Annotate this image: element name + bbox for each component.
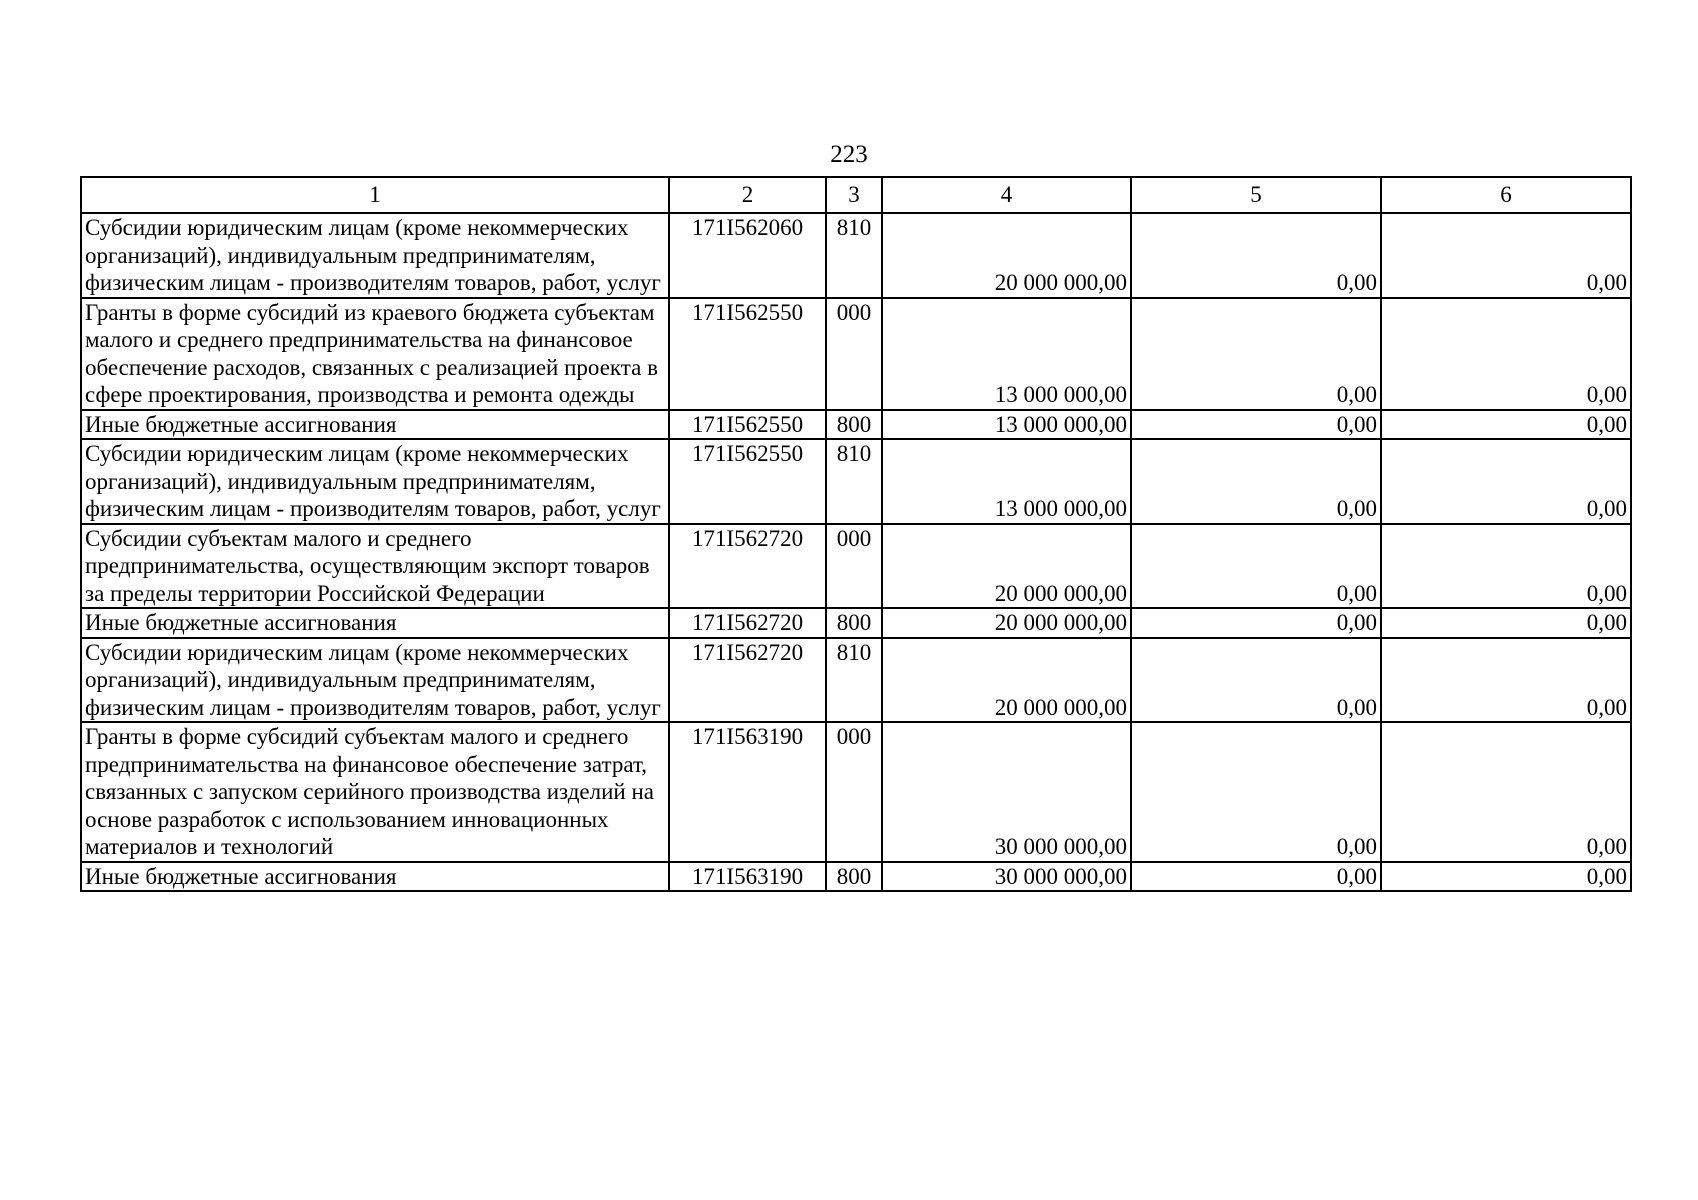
column-header-6: 6 — [1381, 177, 1631, 213]
column-header-4: 4 — [882, 177, 1131, 213]
table-row — [81, 638, 1631, 723]
row-amount-col6: 0,00 — [1381, 213, 1631, 298]
row-amount-col4: 20 000 000,00 — [882, 638, 1131, 723]
row-description: Иные бюджетные ассигнования — [81, 410, 669, 440]
row-description: Субсидии юридическим лицам (кроме некоммерческих организаций), индивидуальным предпринимателям, физическим лицам - производителям товаров, работ, услуг — [81, 638, 669, 723]
row-target-code: 171I562550 — [669, 410, 826, 440]
row-expense-type: 800 — [826, 862, 882, 892]
column-header-2: 2 — [669, 177, 826, 213]
row-amount-col6: 0,00 — [1381, 608, 1631, 638]
row-amount-col4: 30 000 000,00 — [882, 862, 1131, 892]
column-header-1: 1 — [81, 177, 669, 213]
row-amount-col4: 20 000 000,00 — [882, 608, 1131, 638]
row-description: Иные бюджетные ассигнования — [81, 608, 669, 638]
row-amount-col5: 0,00 — [1131, 298, 1381, 410]
row-amount-col4: 13 000 000,00 — [882, 298, 1131, 410]
page-number: 223 — [830, 141, 868, 168]
row-target-code: 171I562060 — [669, 213, 826, 298]
table-row — [81, 524, 1631, 609]
row-amount-col4: 13 000 000,00 — [882, 410, 1131, 440]
row-description: Субсидии юридическим лицам (кроме некоммерческих организаций), индивидуальным предпринимателям, физическим лицам - производителям товаров, работ, услуг — [81, 213, 669, 298]
table-row — [81, 608, 1631, 638]
row-amount-col4: 20 000 000,00 — [882, 213, 1131, 298]
row-target-code: 171I562720 — [669, 638, 826, 723]
table-row — [81, 439, 1631, 524]
row-amount-col5: 0,00 — [1131, 862, 1381, 892]
budget-table — [80, 176, 1632, 892]
row-amount-col5: 0,00 — [1131, 608, 1381, 638]
row-target-code: 171I563190 — [669, 862, 826, 892]
table-row — [81, 722, 1631, 862]
row-expense-type: 000 — [826, 298, 882, 410]
row-amount-col6: 0,00 — [1381, 524, 1631, 609]
row-amount-col4: 20 000 000,00 — [882, 524, 1131, 609]
row-expense-type: 810 — [826, 439, 882, 524]
row-amount-col5: 0,00 — [1131, 722, 1381, 862]
column-header-3: 3 — [826, 177, 882, 213]
row-amount-col5: 0,00 — [1131, 638, 1381, 723]
row-expense-type: 800 — [826, 608, 882, 638]
row-description: Субсидии субъектам малого и среднего предпринимательства, осуществляющим экспорт товаров за пределы территории Российской Федерации — [81, 524, 669, 609]
row-expense-type: 810 — [826, 638, 882, 723]
row-amount-col5: 0,00 — [1131, 213, 1381, 298]
row-expense-type: 800 — [826, 410, 882, 440]
row-target-code: 171I562550 — [669, 439, 826, 524]
table-row — [81, 213, 1631, 298]
row-expense-type: 000 — [826, 524, 882, 609]
row-target-code: 171I562720 — [669, 608, 826, 638]
row-amount-col5: 0,00 — [1131, 524, 1381, 609]
row-description: Гранты в форме субсидий субъектам малого и среднего предпринимательства на финансовое обеспечение затрат, связанных с запуском серийного производства изделий на основе разработок с использованием инновационных материалов и технологий — [81, 722, 669, 862]
row-amount-col6: 0,00 — [1381, 410, 1631, 440]
row-amount-col5: 0,00 — [1131, 439, 1381, 524]
table-row — [81, 298, 1631, 410]
column-header-5: 5 — [1131, 177, 1381, 213]
row-description: Субсидии юридическим лицам (кроме некоммерческих организаций), индивидуальным предпринимателям, физическим лицам - производителям товаров, работ, услуг — [81, 439, 669, 524]
row-amount-col6: 0,00 — [1381, 298, 1631, 410]
row-amount-col6: 0,00 — [1381, 862, 1631, 892]
table-row — [81, 862, 1631, 892]
row-amount-col6: 0,00 — [1381, 439, 1631, 524]
table-row — [81, 410, 1631, 440]
row-amount-col4: 13 000 000,00 — [882, 439, 1131, 524]
row-expense-type: 810 — [826, 213, 882, 298]
row-target-code: 171I562720 — [669, 524, 826, 609]
row-amount-col6: 0,00 — [1381, 722, 1631, 862]
row-expense-type: 000 — [826, 722, 882, 862]
row-description: Иные бюджетные ассигнования — [81, 862, 669, 892]
row-amount-col6: 0,00 — [1381, 638, 1631, 723]
row-description: Гранты в форме субсидий из краевого бюджета субъектам малого и среднего предпринимательства на финансовое обеспечение расходов, связанных с реализацией проекта в сфере проектирования, производства и ремонта одежды — [81, 298, 669, 410]
row-amount-col4: 30 000 000,00 — [882, 722, 1131, 862]
row-amount-col5: 0,00 — [1131, 410, 1381, 440]
table-header-row — [81, 177, 1631, 213]
row-target-code: 171I562550 — [669, 298, 826, 410]
row-target-code: 171I563190 — [669, 722, 826, 862]
